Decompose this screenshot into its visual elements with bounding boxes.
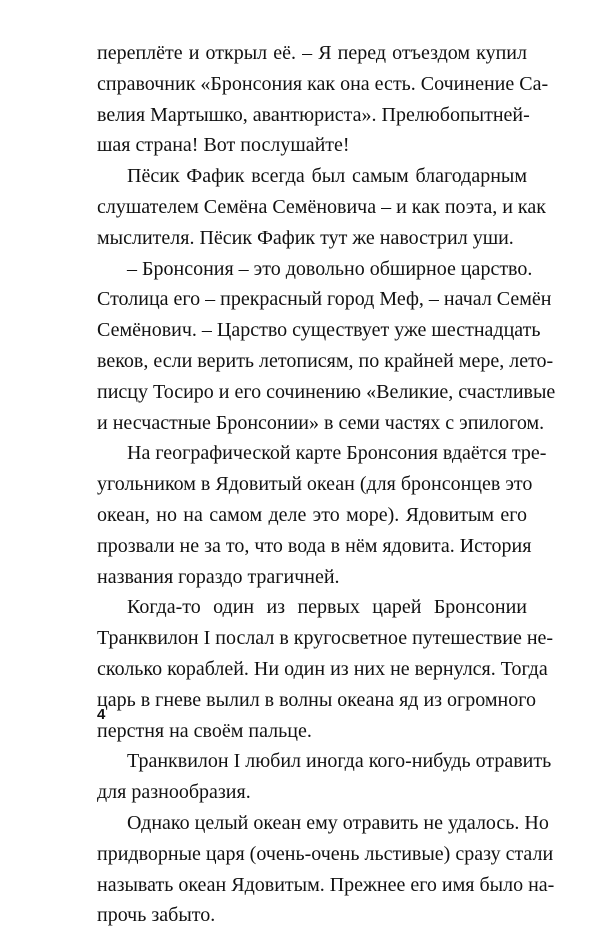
text-line: переплёте и открыл её. – Я перед отъездом купил bbox=[97, 42, 527, 64]
text-line: слушателем Семёна Семёновича – и как поэта, и как bbox=[97, 195, 546, 218]
text-line: прозвали не за то, что вода в нём ядовита. История bbox=[97, 534, 532, 557]
text-line: океан, но на самом деле это море). Ядовитым его bbox=[97, 503, 527, 526]
text-line: Однако целый океан ему отравить не удалось. Но bbox=[127, 811, 549, 834]
paragraph bbox=[97, 254, 556, 439]
text-line: справочник «Бронсония как она есть. Сочинение Са- bbox=[97, 72, 549, 95]
body-text bbox=[97, 38, 556, 931]
text-line: веков, если верить летописям, по крайней мере, лето- bbox=[97, 349, 554, 372]
paragraph bbox=[97, 438, 547, 592]
text-line: На географической карте Бронсония вдаётся тре- bbox=[127, 442, 547, 465]
text-line: и несчастные Бронсонии» в семи частях с эпилогом. bbox=[97, 411, 545, 434]
text-line: названия гораздо трагичней. bbox=[97, 565, 340, 588]
text-line: угольником в Ядовитый океан (для бронсонцев это bbox=[97, 473, 533, 496]
text-line: Когда-то один из первых царей Бронсонии bbox=[127, 596, 527, 619]
text-line: Транквилон I любил иногда кого-нибудь отравить bbox=[127, 750, 552, 773]
text-line: Пёсик Фафик всегда был самым благодарным bbox=[127, 165, 527, 188]
text-line: Семёнович. – Царство существует уже шестнадцать bbox=[97, 319, 541, 342]
paragraph bbox=[97, 808, 555, 931]
text-line: писцу Тосиро и его сочинению «Великие, счастливые bbox=[97, 380, 556, 403]
text-line: – Бронсония – это довольно обширное царство. bbox=[127, 257, 533, 280]
paragraph bbox=[97, 592, 554, 746]
text-line: Столица его – прекрасный город Меф, – начал Семён bbox=[97, 288, 552, 311]
text-line: Транквилон I послал в кругосветное путешествие не- bbox=[97, 627, 554, 650]
text-line: царь в гневе вылил в волны океана яд из огромного bbox=[97, 688, 536, 711]
page-number: 4 bbox=[97, 706, 106, 723]
text-line: велия Мартышко, авантюриста». Прелюбопытней- bbox=[97, 103, 530, 126]
text-line: мыслителя. Пёсик Фафик тут же навострил уши. bbox=[97, 226, 514, 249]
text-line: называть океан Ядовитым. Прежнее его имя было на- bbox=[97, 873, 555, 896]
text-line: придворные царя (очень-очень льстивые) сразу стали bbox=[97, 842, 554, 865]
paragraph bbox=[97, 746, 552, 808]
text-line: перстня на своём пальце. bbox=[97, 719, 312, 742]
paragraph bbox=[97, 38, 549, 161]
paragraph bbox=[97, 161, 546, 253]
text-line: для разнообразия. bbox=[97, 781, 251, 804]
text-line: сколько кораблей. Ни один из них не вернулся. Тогда bbox=[97, 657, 548, 680]
text-line: прочь забыто. bbox=[97, 904, 216, 927]
text-line: шая страна! Вот послушайте! bbox=[97, 134, 350, 157]
